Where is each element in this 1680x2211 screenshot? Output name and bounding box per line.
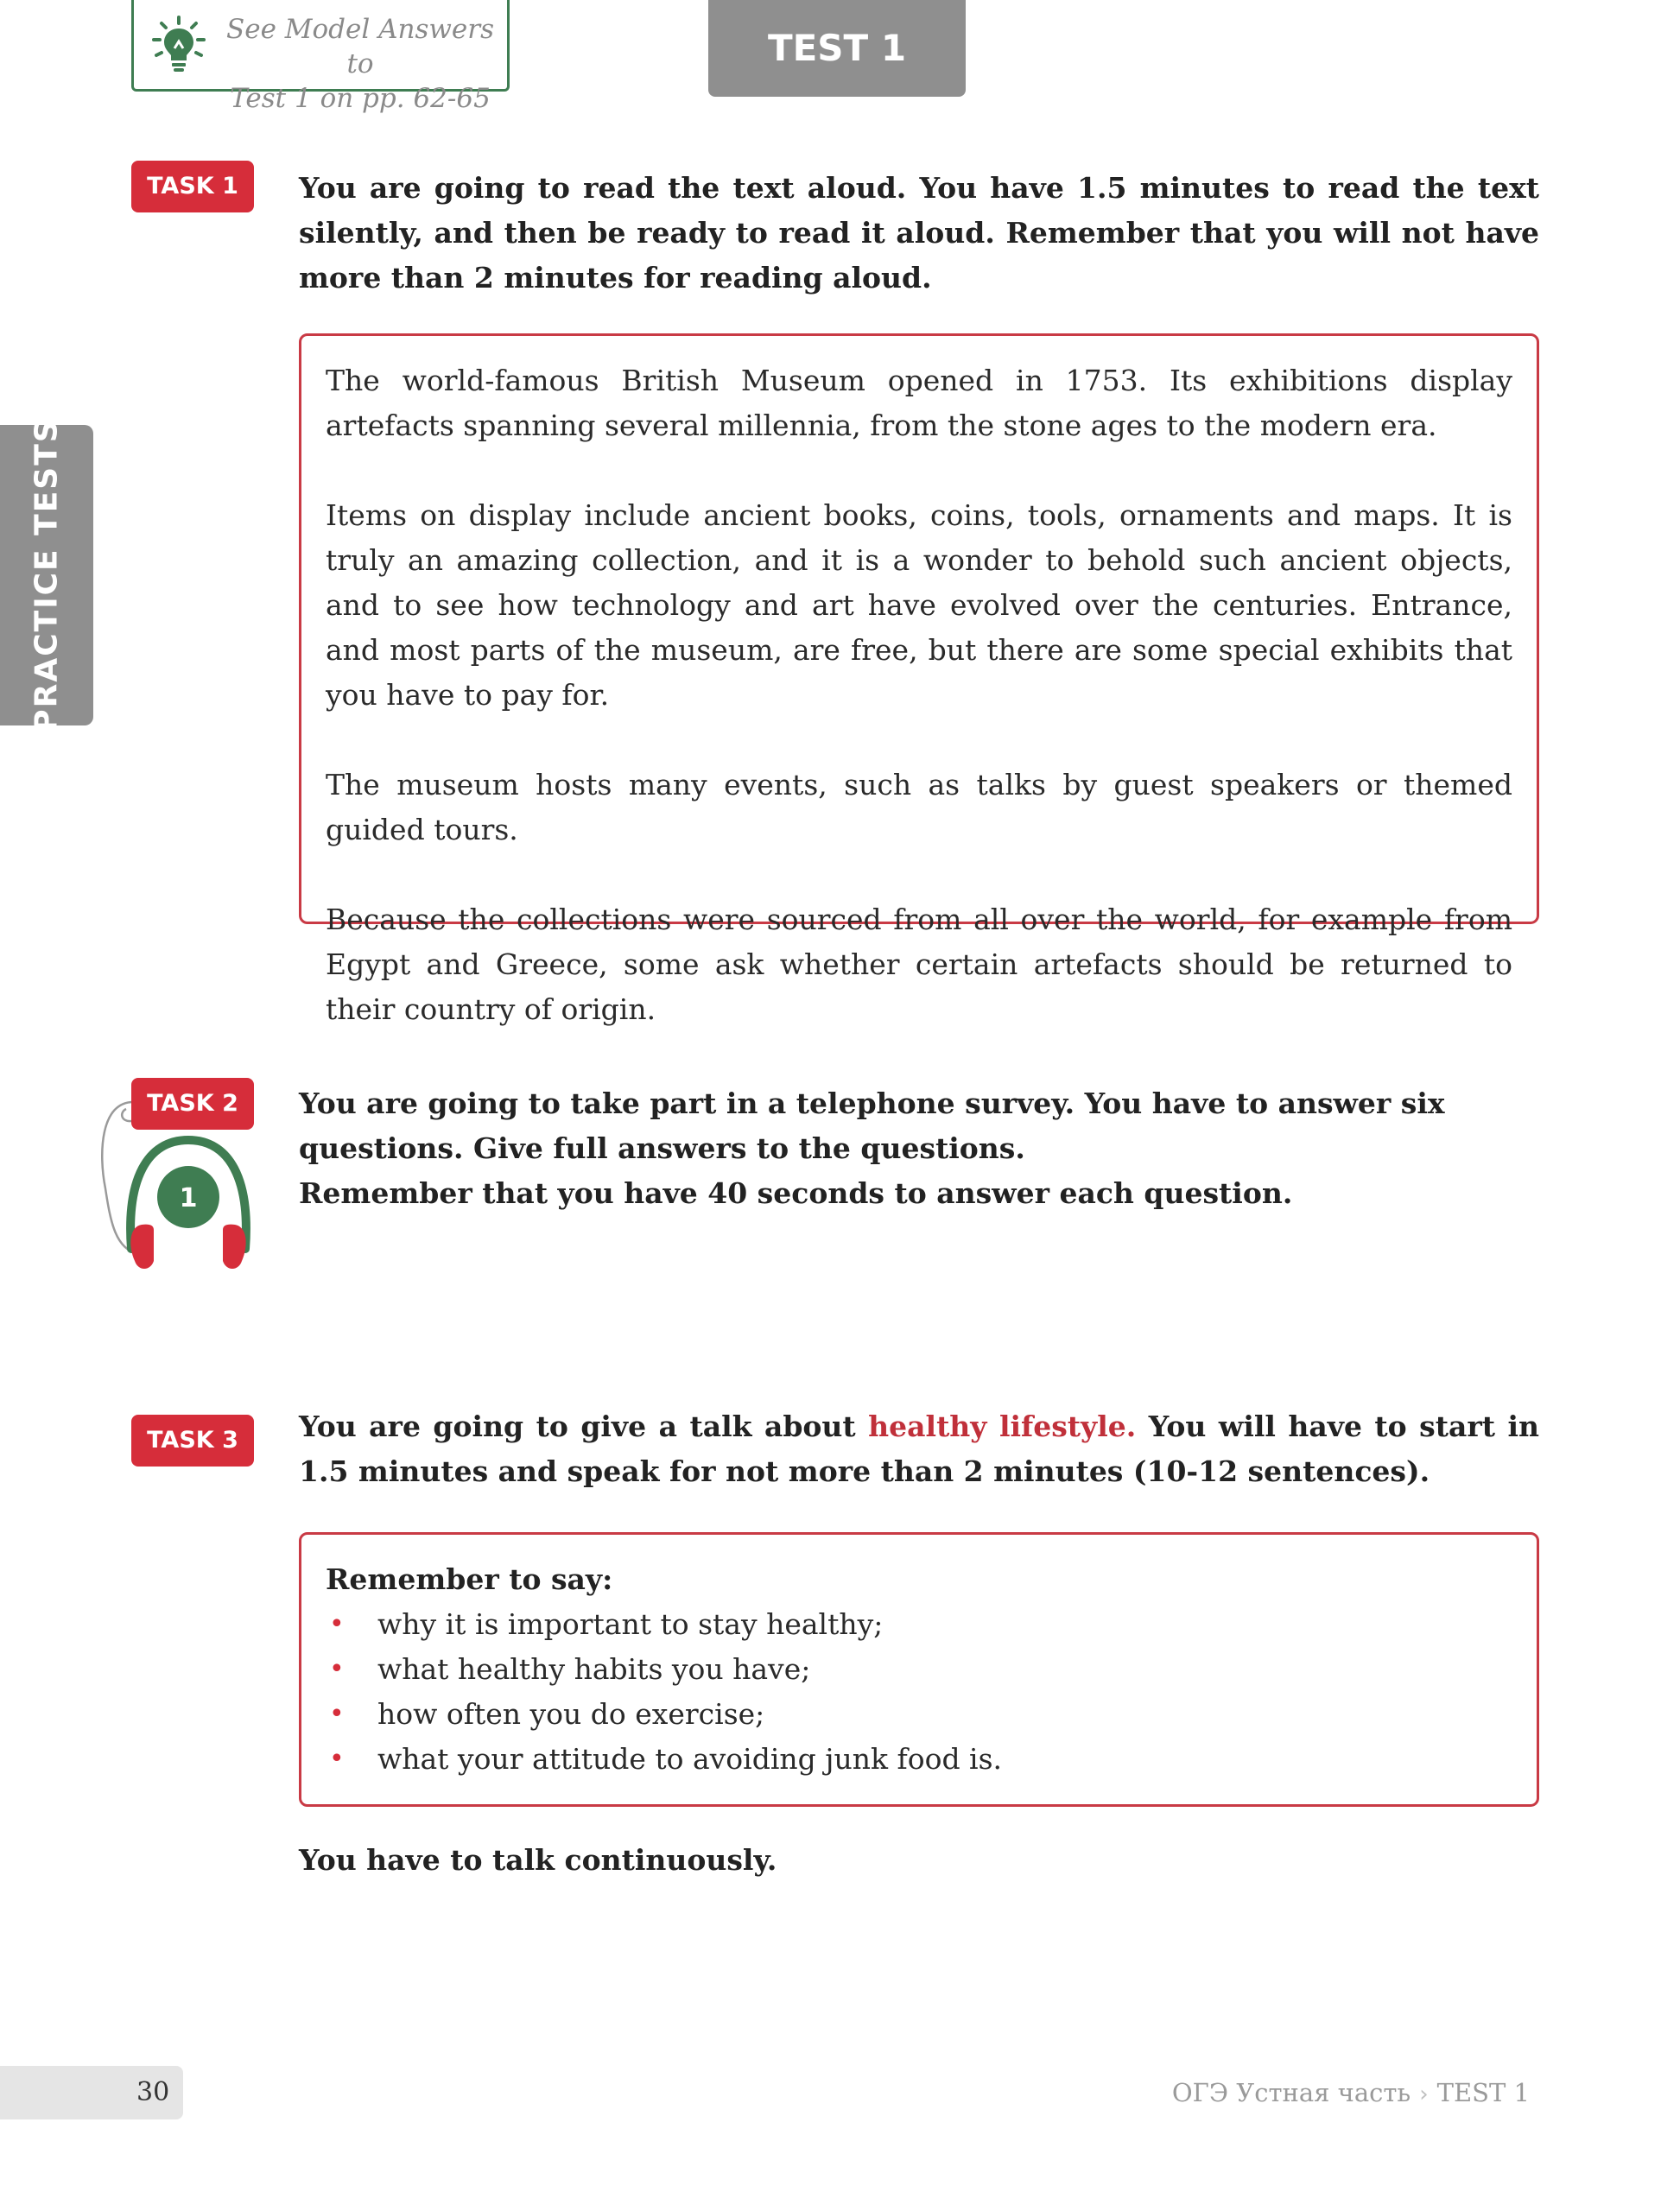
- track-number: 1: [179, 1183, 198, 1213]
- task2-instruction-line2: Remember that you have 40 seconds to answer each question.: [299, 1176, 1293, 1210]
- remember-title: Remember to say:: [326, 1562, 613, 1596]
- task3-remember-box: [299, 1532, 1539, 1807]
- task1-paragraph: Because the collections were sourced from all over the world, for example from Egypt and Greece, some ask whether certain artefacts should be returned to their country of origin.: [326, 903, 1512, 1026]
- list-item: • how often you do exercise;: [326, 1692, 1512, 1737]
- task3-instruction: [299, 1404, 1539, 1494]
- task2-instruction: [299, 1081, 1539, 1216]
- task3-instruction-after: You will have to start in 1.5 minutes and speak for not more than 2 minutes (10-12 sentences).: [299, 1410, 1540, 1488]
- remember-list: [326, 1602, 1512, 1782]
- task3-closing: You have to talk continuously.: [299, 1843, 777, 1877]
- page-number: 30: [136, 2077, 170, 2107]
- task1-paragraph: Items on display include ancient books, coins, tools, ornaments and maps. It is truly an amazing collection, and it is a wonder to behold such ancient objects, and to see how technology and art have evolved over the centuries. Entrance, and most parts of the museum, are free, but there are some special exhibits that you have to pay for.: [326, 498, 1512, 712]
- task3-instruction-before: You are going to give a talk about: [299, 1410, 869, 1443]
- side-tab: [0, 418, 93, 732]
- task3-badge: TASK 3: [131, 1415, 254, 1467]
- list-item: • why it is important to stay healthy;: [326, 1602, 1512, 1647]
- side-tab-label: PRACTICE TESTS: [29, 418, 65, 732]
- list-item: • what your attitude to avoiding junk food is.: [326, 1737, 1512, 1782]
- model-answers-line1: See Model Answers to: [225, 14, 494, 79]
- task2-instruction-line1: You are going to take part in a telephone survey. You have to answer six questions. Give full answers to the questions.: [299, 1086, 1445, 1165]
- task1-badge: TASK 1: [131, 161, 254, 212]
- footer-breadcrumb: [1172, 2075, 1530, 2112]
- task3-topic: healthy lifestyle.: [868, 1410, 1137, 1443]
- task1-paragraph: The world-famous British Museum opened in 1753. Its exhibitions display artefacts spanning several millennia, from the stone ages to the modern era.: [326, 364, 1512, 442]
- bullet-icon: •: [329, 1654, 345, 1684]
- task1-instruction: You are going to read the text aloud. You have 1.5 minutes to read the text silently, and then be ready to read it aloud. Remember that you will not have more than 2 minutes for reading aloud.: [299, 171, 1539, 295]
- bullet-icon: •: [329, 1699, 345, 1729]
- test-tab: TEST 1: [708, 0, 966, 97]
- bullet-icon: •: [329, 1609, 345, 1639]
- lightbulb-icon: [151, 16, 206, 74]
- bullet-icon: •: [329, 1744, 345, 1774]
- chevron-right-icon: ›: [1419, 2081, 1429, 2107]
- footer-section: TEST 1: [1436, 2078, 1530, 2107]
- task1-text-box: [299, 333, 1539, 1026]
- task2-badge: TASK 2: [131, 1078, 254, 1130]
- list-item: • what healthy habits you have;: [326, 1647, 1512, 1692]
- task1-paragraph: The museum hosts many events, such as talks by guest speakers or themed guided tours.: [326, 768, 1512, 846]
- model-answers-line2: Test 1 on pp. 62-65: [230, 83, 491, 114]
- model-answers-box: [131, 0, 510, 114]
- footer-book: ОГЭ Устная часть: [1171, 2078, 1411, 2107]
- page-number-tab: [0, 2066, 183, 2119]
